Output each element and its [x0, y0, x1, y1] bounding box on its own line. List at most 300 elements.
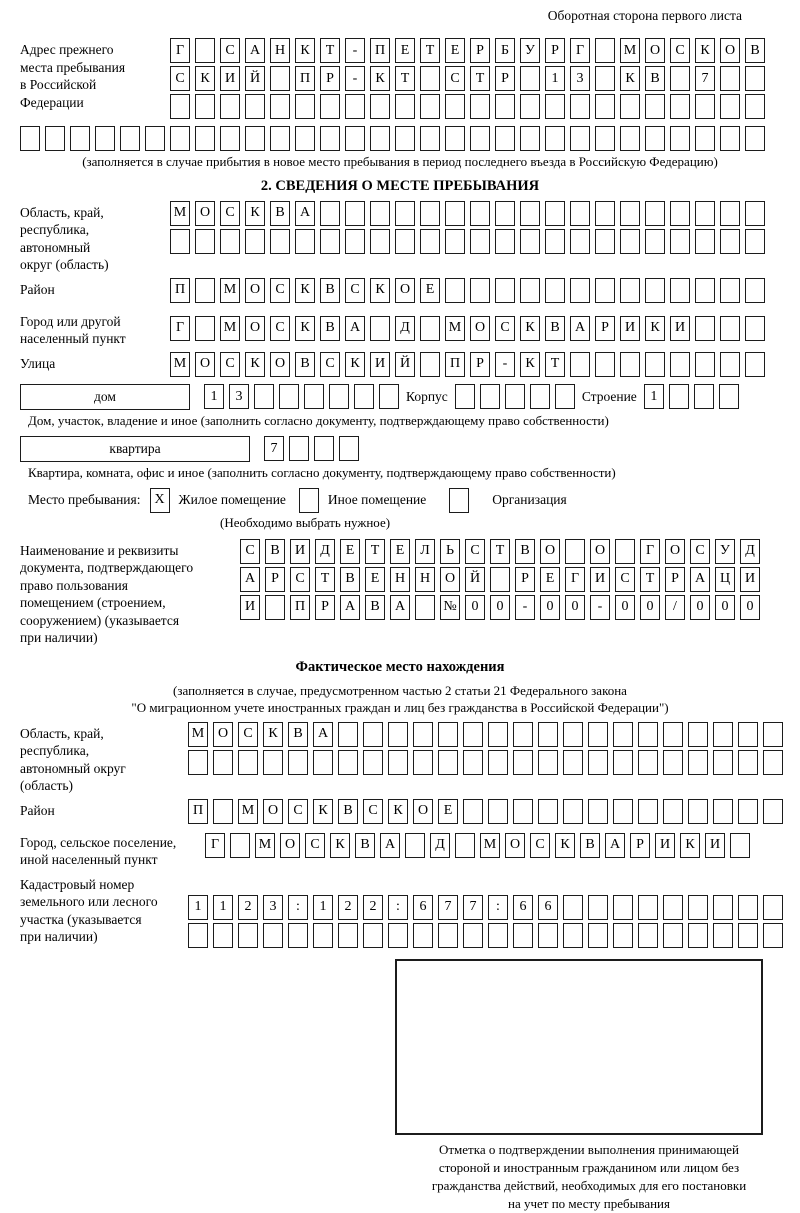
char-cell[interactable]	[563, 799, 583, 824]
char-cell[interactable]	[638, 799, 658, 824]
char-cell[interactable]	[395, 94, 415, 119]
char-cell[interactable]	[720, 94, 740, 119]
char-cell[interactable]	[438, 923, 458, 948]
char-cell[interactable]	[420, 94, 440, 119]
char-cell[interactable]: А	[570, 316, 590, 341]
char-cell[interactable]: К	[295, 278, 315, 303]
char-cell[interactable]: Б	[495, 38, 515, 63]
char-cell[interactable]	[738, 895, 758, 920]
char-cell[interactable]: К	[388, 799, 408, 824]
char-cell[interactable]: И	[220, 66, 240, 91]
char-cell[interactable]	[145, 126, 165, 151]
char-cell[interactable]	[413, 722, 433, 747]
char-cell[interactable]	[513, 923, 533, 948]
char-cell[interactable]	[613, 750, 633, 775]
char-cell[interactable]: -	[345, 66, 365, 91]
char-cell[interactable]	[620, 126, 640, 151]
char-cell[interactable]: И	[620, 316, 640, 341]
char-cell[interactable]	[413, 923, 433, 948]
char-cell[interactable]	[695, 126, 715, 151]
char-cell[interactable]	[730, 833, 750, 858]
char-cell[interactable]	[588, 799, 608, 824]
char-cell[interactable]	[470, 229, 490, 254]
char-cell[interactable]	[595, 229, 615, 254]
char-cell[interactable]: Р	[470, 352, 490, 377]
char-cell[interactable]	[470, 126, 490, 151]
char-cell[interactable]	[455, 384, 475, 409]
char-cell[interactable]	[570, 201, 590, 226]
char-cell[interactable]	[713, 895, 733, 920]
char-cell[interactable]	[520, 278, 540, 303]
stay-type-checkbox-organization[interactable]	[449, 488, 469, 513]
char-cell[interactable]: Т	[420, 38, 440, 63]
char-cell[interactable]	[613, 923, 633, 948]
char-cell[interactable]: С	[220, 38, 240, 63]
char-cell[interactable]: И	[370, 352, 390, 377]
char-cell[interactable]: Ц	[715, 567, 735, 592]
char-cell[interactable]: 0	[540, 595, 560, 620]
char-cell[interactable]	[720, 278, 740, 303]
char-cell[interactable]: М	[220, 278, 240, 303]
char-cell[interactable]: Т	[640, 567, 660, 592]
char-cell[interactable]: С	[220, 201, 240, 226]
char-cell[interactable]	[220, 229, 240, 254]
char-cell[interactable]: 7	[463, 895, 483, 920]
char-cell[interactable]	[370, 316, 390, 341]
char-cell[interactable]: :	[288, 895, 308, 920]
char-cell[interactable]: А	[340, 595, 360, 620]
char-cell[interactable]	[713, 750, 733, 775]
char-cell[interactable]	[615, 539, 635, 564]
char-cell[interactable]: Р	[495, 66, 515, 91]
char-cell[interactable]	[420, 316, 440, 341]
char-cell[interactable]	[220, 126, 240, 151]
char-cell[interactable]	[719, 384, 739, 409]
char-cell[interactable]: Е	[395, 38, 415, 63]
char-cell[interactable]	[254, 384, 274, 409]
char-cell[interactable]: К	[370, 66, 390, 91]
char-cell[interactable]	[570, 126, 590, 151]
char-cell[interactable]	[238, 923, 258, 948]
char-cell[interactable]: И	[740, 567, 760, 592]
char-cell[interactable]: Т	[470, 66, 490, 91]
char-cell[interactable]	[688, 923, 708, 948]
char-cell[interactable]: К	[520, 352, 540, 377]
char-cell[interactable]: 6	[513, 895, 533, 920]
char-cell[interactable]	[638, 895, 658, 920]
char-cell[interactable]	[720, 66, 740, 91]
char-cell[interactable]	[488, 799, 508, 824]
char-cell[interactable]: М	[170, 201, 190, 226]
char-cell[interactable]: Т	[365, 539, 385, 564]
char-cell[interactable]	[338, 750, 358, 775]
char-cell[interactable]: Р	[515, 567, 535, 592]
char-cell[interactable]	[445, 229, 465, 254]
char-cell[interactable]	[345, 94, 365, 119]
char-cell[interactable]: А	[605, 833, 625, 858]
char-cell[interactable]: К	[245, 201, 265, 226]
char-cell[interactable]	[570, 278, 590, 303]
char-cell[interactable]	[513, 750, 533, 775]
char-cell[interactable]: 7	[264, 436, 284, 461]
char-cell[interactable]: Ь	[440, 539, 460, 564]
char-cell[interactable]	[438, 750, 458, 775]
char-cell[interactable]: -	[515, 595, 535, 620]
char-cell[interactable]	[620, 229, 640, 254]
char-cell[interactable]	[363, 750, 383, 775]
char-cell[interactable]: :	[488, 895, 508, 920]
char-cell[interactable]: С	[288, 799, 308, 824]
char-cell[interactable]	[438, 722, 458, 747]
char-cell[interactable]: И	[290, 539, 310, 564]
char-cell[interactable]: О	[440, 567, 460, 592]
char-cell[interactable]: К	[245, 352, 265, 377]
char-cell[interactable]: М	[188, 722, 208, 747]
char-cell[interactable]: 7	[695, 66, 715, 91]
char-cell[interactable]: Т	[545, 352, 565, 377]
char-cell[interactable]	[745, 201, 765, 226]
char-cell[interactable]	[245, 229, 265, 254]
char-cell[interactable]	[480, 384, 500, 409]
char-cell[interactable]: 6	[413, 895, 433, 920]
char-cell[interactable]: С	[615, 567, 635, 592]
char-cell[interactable]	[388, 750, 408, 775]
char-cell[interactable]	[295, 229, 315, 254]
char-cell[interactable]: А	[245, 38, 265, 63]
char-cell[interactable]	[670, 66, 690, 91]
char-cell[interactable]: О	[195, 201, 215, 226]
char-cell[interactable]	[763, 895, 783, 920]
char-cell[interactable]	[713, 799, 733, 824]
char-cell[interactable]: 0	[490, 595, 510, 620]
char-cell[interactable]: Е	[445, 38, 465, 63]
char-cell[interactable]	[170, 229, 190, 254]
char-cell[interactable]: 0	[690, 595, 710, 620]
char-cell[interactable]: П	[370, 38, 390, 63]
char-cell[interactable]	[545, 126, 565, 151]
char-cell[interactable]	[265, 595, 285, 620]
char-cell[interactable]	[613, 799, 633, 824]
char-cell[interactable]: 3	[229, 384, 249, 409]
char-cell[interactable]	[613, 895, 633, 920]
char-cell[interactable]	[120, 126, 140, 151]
char-cell[interactable]	[538, 923, 558, 948]
char-cell[interactable]: С	[363, 799, 383, 824]
char-cell[interactable]	[289, 436, 309, 461]
char-cell[interactable]: А	[380, 833, 400, 858]
char-cell[interactable]	[720, 126, 740, 151]
char-cell[interactable]	[370, 229, 390, 254]
char-cell[interactable]: Е	[540, 567, 560, 592]
char-cell[interactable]	[745, 352, 765, 377]
char-cell[interactable]	[565, 539, 585, 564]
char-cell[interactable]	[370, 126, 390, 151]
char-cell[interactable]	[745, 94, 765, 119]
char-cell[interactable]: К	[313, 799, 333, 824]
char-cell[interactable]	[213, 799, 233, 824]
char-cell[interactable]	[270, 94, 290, 119]
char-cell[interactable]: 1	[644, 384, 664, 409]
char-cell[interactable]	[695, 352, 715, 377]
char-cell[interactable]	[670, 126, 690, 151]
char-cell[interactable]	[663, 923, 683, 948]
char-cell[interactable]	[420, 66, 440, 91]
char-cell[interactable]: С	[290, 567, 310, 592]
char-cell[interactable]: Д	[315, 539, 335, 564]
char-cell[interactable]	[645, 126, 665, 151]
char-cell[interactable]	[413, 750, 433, 775]
char-cell[interactable]: 0	[465, 595, 485, 620]
char-cell[interactable]	[379, 384, 399, 409]
char-cell[interactable]	[545, 278, 565, 303]
char-cell[interactable]	[445, 94, 465, 119]
char-cell[interactable]	[363, 722, 383, 747]
char-cell[interactable]: В	[515, 539, 535, 564]
char-cell[interactable]: В	[288, 722, 308, 747]
char-cell[interactable]: В	[745, 38, 765, 63]
char-cell[interactable]	[270, 66, 290, 91]
char-cell[interactable]: -	[495, 352, 515, 377]
char-cell[interactable]	[570, 229, 590, 254]
char-cell[interactable]: Г	[170, 316, 190, 341]
char-cell[interactable]	[354, 384, 374, 409]
char-cell[interactable]	[463, 750, 483, 775]
char-cell[interactable]: Д	[430, 833, 450, 858]
char-cell[interactable]: С	[445, 66, 465, 91]
char-cell[interactable]	[720, 201, 740, 226]
char-cell[interactable]	[420, 126, 440, 151]
char-cell[interactable]: К	[263, 722, 283, 747]
char-cell[interactable]	[420, 229, 440, 254]
char-cell[interactable]: И	[240, 595, 260, 620]
char-cell[interactable]	[495, 201, 515, 226]
char-cell[interactable]	[188, 750, 208, 775]
char-cell[interactable]	[363, 923, 383, 948]
char-cell[interactable]	[463, 923, 483, 948]
char-cell[interactable]: А	[240, 567, 260, 592]
char-cell[interactable]: Т	[490, 539, 510, 564]
char-cell[interactable]	[45, 126, 65, 151]
char-cell[interactable]	[738, 722, 758, 747]
char-cell[interactable]	[395, 229, 415, 254]
char-cell[interactable]: Р	[665, 567, 685, 592]
char-cell[interactable]: Т	[395, 66, 415, 91]
char-cell[interactable]: А	[390, 595, 410, 620]
char-cell[interactable]	[195, 94, 215, 119]
char-cell[interactable]: Г	[640, 539, 660, 564]
char-cell[interactable]	[329, 384, 349, 409]
char-cell[interactable]: К	[680, 833, 700, 858]
char-cell[interactable]	[563, 750, 583, 775]
char-cell[interactable]	[415, 595, 435, 620]
char-cell[interactable]: Е	[390, 539, 410, 564]
char-cell[interactable]	[763, 722, 783, 747]
char-cell[interactable]	[320, 229, 340, 254]
char-cell[interactable]: Р	[545, 38, 565, 63]
char-cell[interactable]	[563, 895, 583, 920]
char-cell[interactable]	[645, 201, 665, 226]
char-cell[interactable]: :	[388, 895, 408, 920]
char-cell[interactable]	[545, 94, 565, 119]
char-cell[interactable]: О	[270, 352, 290, 377]
char-cell[interactable]: Г	[170, 38, 190, 63]
char-cell[interactable]	[495, 229, 515, 254]
char-cell[interactable]: Н	[390, 567, 410, 592]
char-cell[interactable]: Г	[565, 567, 585, 592]
char-cell[interactable]	[588, 895, 608, 920]
char-cell[interactable]: О	[540, 539, 560, 564]
char-cell[interactable]	[188, 923, 208, 948]
char-cell[interactable]	[370, 94, 390, 119]
char-cell[interactable]: А	[313, 722, 333, 747]
char-cell[interactable]	[520, 126, 540, 151]
char-cell[interactable]	[195, 126, 215, 151]
char-cell[interactable]	[763, 923, 783, 948]
char-cell[interactable]	[645, 229, 665, 254]
char-cell[interactable]	[95, 126, 115, 151]
char-cell[interactable]	[488, 923, 508, 948]
char-cell[interactable]: 2	[363, 895, 383, 920]
char-cell[interactable]	[263, 750, 283, 775]
char-cell[interactable]: Й	[395, 352, 415, 377]
char-cell[interactable]: Р	[315, 595, 335, 620]
char-cell[interactable]	[688, 750, 708, 775]
char-cell[interactable]: О	[280, 833, 300, 858]
char-cell[interactable]	[638, 722, 658, 747]
char-cell[interactable]: №	[440, 595, 460, 620]
char-cell[interactable]: 0	[615, 595, 635, 620]
char-cell[interactable]: В	[320, 278, 340, 303]
char-cell[interactable]	[288, 923, 308, 948]
char-cell[interactable]	[505, 384, 525, 409]
char-cell[interactable]	[470, 278, 490, 303]
char-cell[interactable]: С	[270, 278, 290, 303]
char-cell[interactable]	[645, 278, 665, 303]
char-cell[interactable]	[295, 94, 315, 119]
char-cell[interactable]: 0	[740, 595, 760, 620]
char-cell[interactable]	[663, 799, 683, 824]
char-cell[interactable]	[488, 722, 508, 747]
char-cell[interactable]	[620, 94, 640, 119]
char-cell[interactable]	[595, 126, 615, 151]
char-cell[interactable]	[405, 833, 425, 858]
char-cell[interactable]: С	[305, 833, 325, 858]
char-cell[interactable]: Д	[740, 539, 760, 564]
char-cell[interactable]	[670, 201, 690, 226]
char-cell[interactable]: /	[665, 595, 685, 620]
char-cell[interactable]: М	[170, 352, 190, 377]
char-cell[interactable]	[563, 923, 583, 948]
char-cell[interactable]	[195, 38, 215, 63]
char-cell[interactable]: К	[555, 833, 575, 858]
char-cell[interactable]	[663, 895, 683, 920]
char-cell[interactable]: К	[295, 38, 315, 63]
char-cell[interactable]	[488, 750, 508, 775]
char-cell[interactable]	[230, 833, 250, 858]
char-cell[interactable]	[320, 126, 340, 151]
char-cell[interactable]: С	[345, 278, 365, 303]
char-cell[interactable]	[538, 750, 558, 775]
char-cell[interactable]: П	[295, 66, 315, 91]
char-cell[interactable]: В	[270, 201, 290, 226]
char-cell[interactable]	[320, 94, 340, 119]
char-cell[interactable]	[304, 384, 324, 409]
char-cell[interactable]: Й	[465, 567, 485, 592]
char-cell[interactable]	[513, 799, 533, 824]
stamp-box[interactable]	[395, 959, 763, 1135]
char-cell[interactable]	[338, 722, 358, 747]
char-cell[interactable]	[595, 352, 615, 377]
char-cell[interactable]	[745, 229, 765, 254]
char-cell[interactable]: 3	[570, 66, 590, 91]
char-cell[interactable]	[445, 201, 465, 226]
char-cell[interactable]: В	[295, 352, 315, 377]
char-cell[interactable]: Й	[245, 66, 265, 91]
char-cell[interactable]: К	[295, 316, 315, 341]
char-cell[interactable]: У	[520, 38, 540, 63]
char-cell[interactable]	[638, 923, 658, 948]
char-cell[interactable]	[213, 923, 233, 948]
stay-type-checkbox-residential[interactable]: X	[150, 488, 170, 513]
char-cell[interactable]	[520, 229, 540, 254]
char-cell[interactable]: М	[445, 316, 465, 341]
char-cell[interactable]: В	[320, 316, 340, 341]
char-cell[interactable]	[745, 126, 765, 151]
char-cell[interactable]: О	[645, 38, 665, 63]
char-cell[interactable]: И	[705, 833, 725, 858]
char-cell[interactable]: 1	[188, 895, 208, 920]
char-cell[interactable]: А	[690, 567, 710, 592]
char-cell[interactable]	[314, 436, 334, 461]
char-cell[interactable]	[170, 94, 190, 119]
char-cell[interactable]: О	[413, 799, 433, 824]
char-cell[interactable]	[245, 126, 265, 151]
char-cell[interactable]	[213, 750, 233, 775]
house-type-box[interactable]: дом	[20, 384, 190, 410]
char-cell[interactable]: С	[690, 539, 710, 564]
char-cell[interactable]	[345, 229, 365, 254]
char-cell[interactable]	[620, 352, 640, 377]
char-cell[interactable]: Г	[205, 833, 225, 858]
char-cell[interactable]	[720, 352, 740, 377]
char-cell[interactable]	[195, 316, 215, 341]
char-cell[interactable]: В	[645, 66, 665, 91]
char-cell[interactable]: Е	[340, 539, 360, 564]
char-cell[interactable]: 7	[438, 895, 458, 920]
char-cell[interactable]: С	[240, 539, 260, 564]
char-cell[interactable]	[545, 201, 565, 226]
char-cell[interactable]: 2	[338, 895, 358, 920]
char-cell[interactable]	[538, 799, 558, 824]
char-cell[interactable]: Т	[315, 567, 335, 592]
char-cell[interactable]: 6	[538, 895, 558, 920]
char-cell[interactable]	[595, 94, 615, 119]
char-cell[interactable]: 1	[313, 895, 333, 920]
char-cell[interactable]	[563, 722, 583, 747]
char-cell[interactable]	[638, 750, 658, 775]
char-cell[interactable]	[245, 94, 265, 119]
char-cell[interactable]: В	[365, 595, 385, 620]
char-cell[interactable]: Г	[570, 38, 590, 63]
char-cell[interactable]	[713, 923, 733, 948]
char-cell[interactable]	[195, 278, 215, 303]
char-cell[interactable]: -	[590, 595, 610, 620]
char-cell[interactable]: 0	[640, 595, 660, 620]
char-cell[interactable]: П	[170, 278, 190, 303]
char-cell[interactable]	[695, 229, 715, 254]
char-cell[interactable]	[455, 833, 475, 858]
char-cell[interactable]: А	[295, 201, 315, 226]
